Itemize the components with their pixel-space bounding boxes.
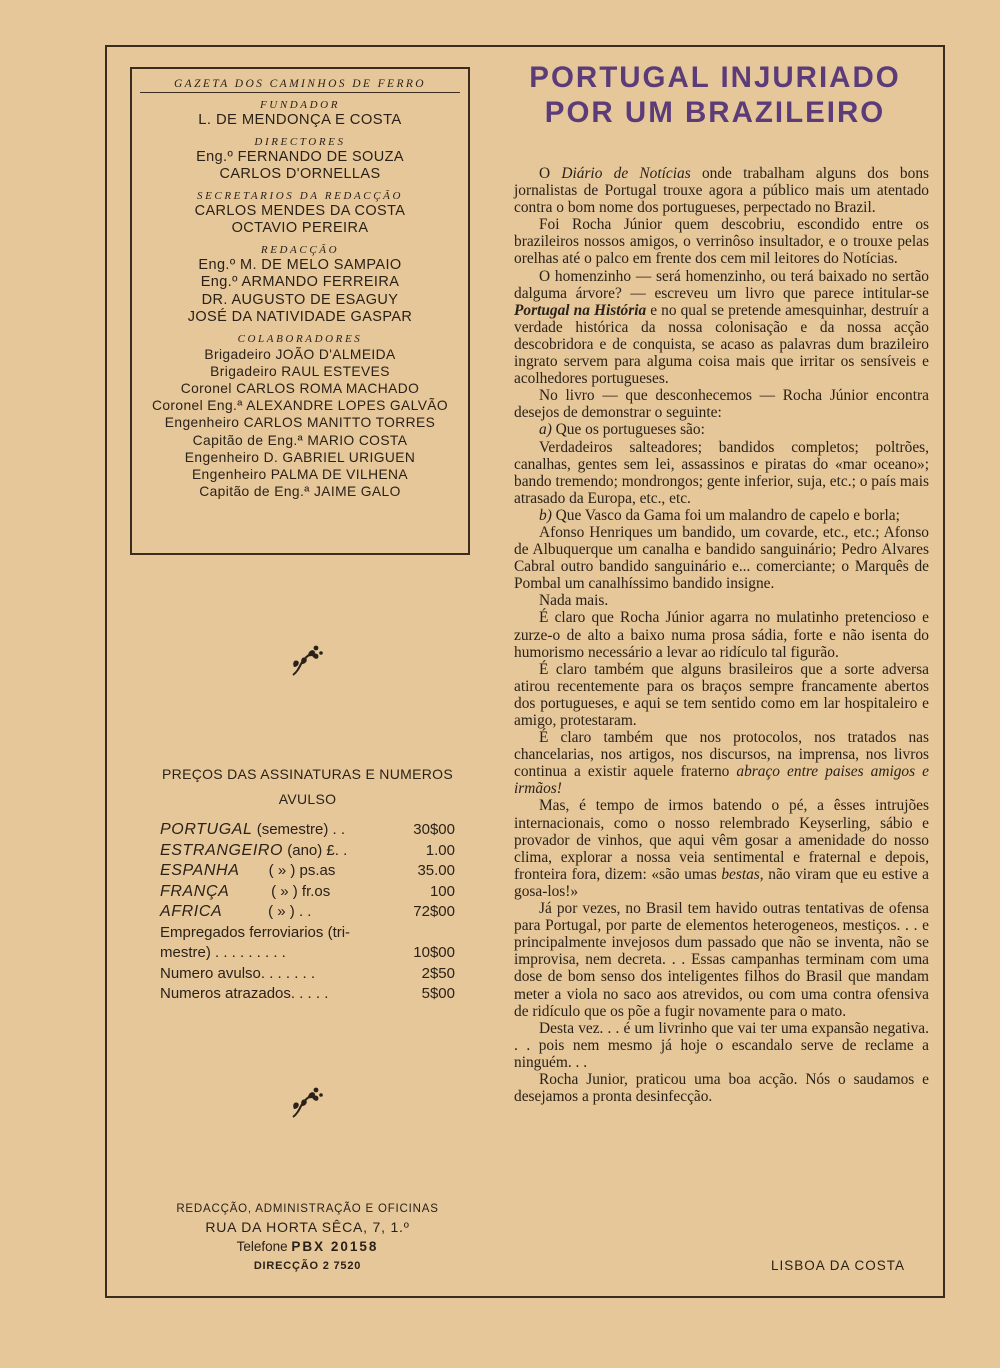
article-paragraph: Afonso Henriques um bandido, um covarde, etc., etc.; Afonso de Albuquerque um canalha e bandido sanguinário; Pedro Alvares Cabral outro bandido sanguinário e... comerciante; o Marquês de Pombal um canalhíssimo bandido insigne. — [514, 523, 929, 593]
prices-title: PREÇOS DAS ASSINATURAS E NUMEROS — [162, 766, 453, 782]
price-row — [135, 964, 480, 985]
period-label: ( » ) fr.os — [229, 882, 331, 900]
masthead-box — [130, 67, 470, 555]
region-label: ESTRANGEIRO — [160, 841, 284, 859]
article-paragraph: b) Que Vasco da Gama foi um malandro de capelo e borla; — [539, 506, 900, 524]
section-heading: COLABORADORES — [237, 332, 363, 345]
article-paragraph: O Diário de Notícias onde trabalham alguns dos bons jornalistas de Portugal trouxe agora a público mais um atentado contra o bom nome dos portugueses, perpectado no Brazil. — [514, 165, 929, 217]
flower-ornament-icon — [289, 1084, 325, 1120]
masthead-section-founder — [132, 98, 468, 130]
masthead-section-secretaries — [132, 189, 468, 238]
phone-line — [135, 1237, 480, 1257]
staff-name: JOSÉ DA NATIVIDADE GASPAR — [187, 309, 413, 325]
masthead-section-editorial — [132, 243, 468, 327]
price-row — [135, 923, 480, 944]
price-value: 100 — [429, 882, 455, 900]
phone-number: PBX 20158 — [291, 1239, 379, 1254]
price-row — [135, 861, 480, 882]
period-label: (ano) £. . — [283, 841, 348, 859]
section-heading: REDACÇÃO — [260, 243, 340, 256]
region-label: AFRICA — [160, 903, 223, 920]
price-row — [135, 820, 480, 841]
staff-name: Coronel CARLOS ROMA MACHADO — [180, 380, 420, 396]
article-paragraph: É claro que Rocha Júnior agarra no mulatinho pretencioso e zurze-o de alto a baixo numa prosa sádia, forte e não isenta do humorismo necessário a levar ao ridículo tal figurão. — [514, 609, 929, 661]
price-row — [135, 882, 480, 903]
staff-name: Coronel Eng.ª ALEXANDRE LOPES GALVÃO — [151, 398, 449, 414]
article-paragraph: É claro também que nos protocolos, nos tratados nas chancelarias, nos artigos, nos discursos, na imprensa, nos livros continua a existir aquele fraterno abraço entre paises amigos e irmãos! — [514, 729, 929, 798]
staff-name: Capitão de Eng.ª MARIO COSTA — [192, 432, 408, 448]
staff-name: Engenheiro D. GABRIEL URIGUEN — [184, 449, 416, 465]
article-paragraph: Já por vezes, no Brasil tem havido outras tentativas de ofensa para Portugal, por parte de elementos heterogeneos, mestiços. . . e principalmente invejosos dum passado que não se inventa, não se improvisa, nem decreta. . . Essas campanhas terminam com uma dose de bom senso dos inteligentes filhos do Brasil que mandam meter a viola no saco aos atrevidos, ou com uma contra ofensiva de ridículo que os põe a fugir novamente para o mato. — [514, 900, 929, 1020]
section-heading: DIRECTORES — [254, 135, 346, 148]
price-value: 10$00 — [413, 944, 455, 961]
price-label: Numero avulso. . . . . . . — [160, 964, 316, 982]
flower-ornament-icon — [289, 642, 325, 678]
direction-phone: DIRECÇÃO 2 7520 — [253, 1260, 362, 1272]
phone-label: Telefone — [236, 1239, 288, 1254]
title-line: PORTUGAL INJURIADO — [529, 61, 901, 94]
article-paragraph: Verdadeiros salteadores; bandidos completos; poltrões, canalhas, gentes sem lei, assassinos e piratas do «mar oceano»; bando tremendo; mondrongos; gente inferior, suja, etc.; o país mais atrasado da Europa, etc., etc. — [514, 438, 929, 507]
staff-name: Engenheiro PALMA DE VILHENA — [191, 466, 409, 482]
staff-name: Eng.º FERNANDO DE SOUZA — [196, 148, 404, 165]
price-label: Empregados ferroviarios (tri- — [160, 923, 351, 941]
article-paragraph: Nada mais. — [539, 592, 609, 610]
staff-name: Eng.º M. DE MELO SAMPAIO — [198, 256, 402, 273]
article-body — [514, 165, 929, 1105]
article-paragraph: Mas, é tempo de irmos batendo o pé, a êsses intrujões internacionais, como o nosso relembrado Keyserling, sábio e provador de vinhos, que aqui vêm gosar a amenidade do nosso clima, explorar a nossa veia sentimental e fraternal e depois, fronteira fora, dizem: «são umas bestas, não viram que eu estive a gosa-los!» — [514, 797, 929, 900]
staff-name: CARLOS D'ORNELLAS — [219, 166, 381, 182]
price-row — [135, 902, 480, 923]
period-label: ( » ) ps.as — [239, 862, 336, 879]
region-label: PORTUGAL — [160, 821, 253, 838]
staff-name: DR. AUGUSTO DE ESAGUY — [201, 291, 399, 308]
price-value: 35.00 — [417, 862, 455, 879]
article-paragraph: É claro também que alguns brasileiros que a sorte adversa atirou recentemente para os braços sempre francamente abertos dos portugueses, e aqui se tem sentido como em lar hospitaleiro e amigo, protestaram. — [514, 660, 929, 729]
staff-name: OCTAVIO PEREIRA — [231, 220, 369, 236]
title-line: POR UM BRAZILEIRO — [544, 96, 886, 129]
region-label: ESPANHA — [160, 862, 240, 879]
price-label: Numeros atrazados. . . . . — [160, 985, 329, 1002]
region-label: FRANÇA — [160, 882, 230, 900]
price-row — [135, 984, 480, 1005]
address-line: REDACÇÃO, ADMINISTRAÇÃO E OFICINAS — [176, 1203, 439, 1215]
article-paragraph: Rocha Junior, praticou uma boa acção. Nós o saudamos e desejamos a pronta desinfecção. — [514, 1070, 929, 1106]
price-label: mestre) . . . . . . . . . — [160, 944, 286, 961]
address-block — [135, 1200, 480, 1275]
prices-title-continued: AVULSO — [278, 791, 337, 807]
price-value: 30$00 — [413, 821, 455, 838]
price-row — [135, 841, 480, 862]
masthead-section-collaborators — [132, 332, 468, 501]
section-heading: FUNDADOR — [259, 99, 341, 111]
period-label: ( » ) . . — [222, 903, 312, 920]
article-paragraph: Foi Rocha Júnior quem descobriu, escondido entre os brazileiros nossos amigos, o verrinôso insultador, e o trouxe pelas orelhas até o palco em frente dos cem mil leitores do Notícias. — [514, 216, 929, 268]
article-paragraph: No livro — que desconhecemos — Rocha Júnior encontra desejos de demonstrar o seguinte: — [514, 387, 929, 422]
staff-name: L. DE MENDONÇA E COSTA — [198, 112, 402, 128]
staff-name: Eng.º ARMANDO FERREIRA — [200, 274, 400, 290]
price-row — [135, 943, 480, 964]
subscription-prices — [135, 762, 480, 1005]
street-address: RUA DA HORTA SÊCA, 7, 1.º — [205, 1219, 410, 1235]
staff-name: Capitão de Eng.ª JAIME GALO — [199, 484, 401, 500]
article-paragraph: a) Que os portugueses são: — [539, 421, 705, 439]
article-signature: LISBOA DA COSTA — [770, 1258, 905, 1273]
staff-name: Engenheiro CARLOS MANITTO TORRES — [164, 415, 436, 431]
staff-name: Brigadeiro RAUL ESTEVES — [210, 363, 390, 379]
section-heading: SECRETARIOS DA REDACÇÃO — [196, 189, 404, 202]
price-value: 5$00 — [421, 985, 455, 1002]
article-paragraph: O homenzinho — será homenzinho, ou terá baixado no sertão dalguma árvore? — escreveu um livro que parece intitular-se Portugal na História e no qual se pretende amesquinhar, destruír a verdade histórica da nossa colonisação e da nossa acção descobridora e de conquista, se acaso as palavras dum brazileiro ingrato servem para alguma coisa mais que irritar os sensíveis e acolhedores portugueses. — [514, 267, 929, 388]
price-value: 72$00 — [413, 903, 455, 920]
article-paragraph: Desta vez. . . é um livrinho que vai ter uma expansão negativa. . . pois nem mesmo já hoje o escandalo serve de reclame a ninguém. . . — [514, 1019, 929, 1071]
article-title — [510, 60, 920, 130]
publication-name: GAZETA DOS CAMINHOS DE FERRO — [140, 78, 460, 93]
masthead-section-directors — [132, 135, 468, 184]
staff-name: CARLOS MENDES DA COSTA — [194, 202, 406, 219]
staff-name: Brigadeiro JOÃO D'ALMEIDA — [204, 346, 396, 362]
price-value: 2$50 — [421, 964, 455, 982]
price-value: 1.00 — [425, 841, 455, 859]
period-label: (semestre) . . — [252, 821, 346, 838]
